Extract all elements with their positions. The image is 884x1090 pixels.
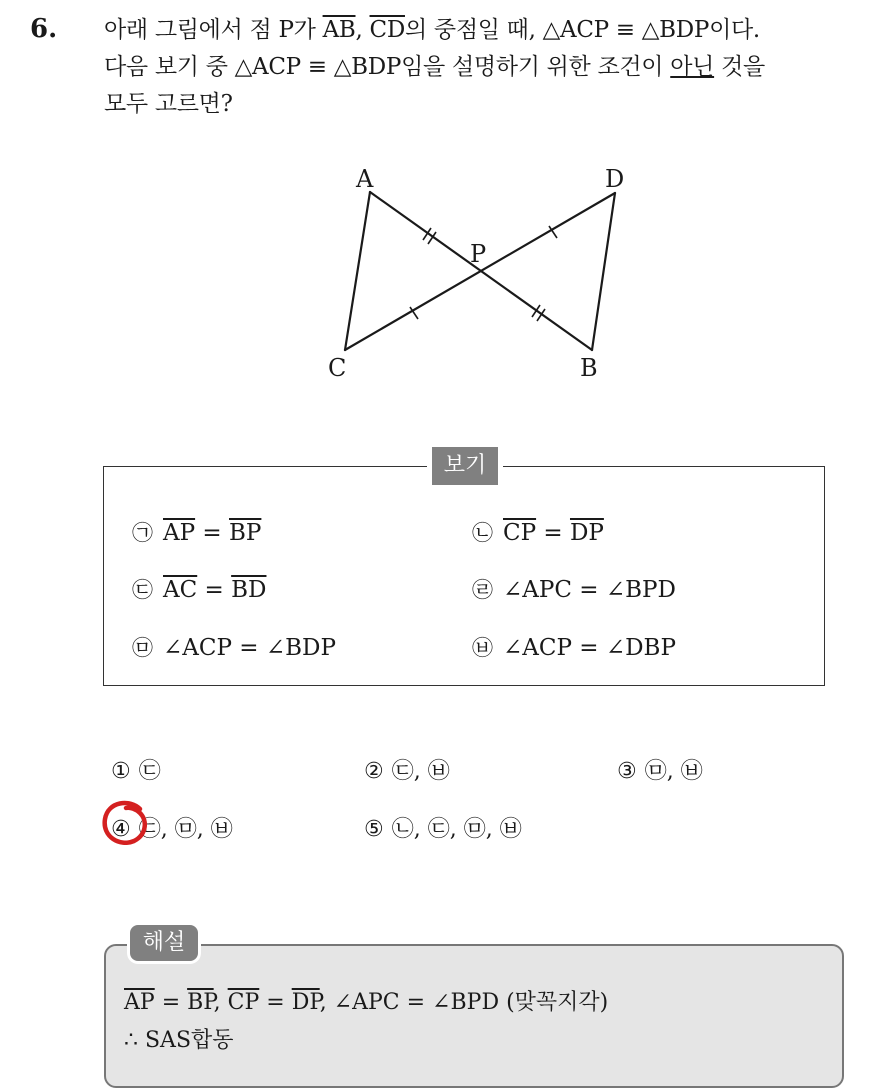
choice-number: ⑤: [364, 817, 384, 842]
choice-2[interactable]: [364, 754, 450, 785]
triangle-diagram: [300, 150, 660, 390]
question-line-3: 모두 고르면?: [104, 91, 233, 117]
choice-number: ②: [364, 759, 384, 784]
bogi-marker: ㉢: [132, 578, 153, 602]
segment-cd: $\overline{CD}$: [369, 17, 405, 43]
question-line-2: [104, 49, 874, 86]
bogi-condition: ∠APC = ∠BPD: [503, 577, 676, 603]
choice-3[interactable]: [617, 754, 703, 785]
point-label-a: A: [356, 165, 374, 193]
choice-text: ㉤, ㉥: [644, 759, 703, 784]
choice-5[interactable]: [364, 812, 522, 843]
separator: ,: [213, 990, 228, 1015]
bogi-marker: ㉠: [132, 521, 153, 545]
segment-bd-line: [592, 193, 615, 350]
segment-ab: $\overline{AB}$: [322, 17, 356, 43]
equals-sign: =: [259, 990, 292, 1015]
choice-number: ①: [111, 759, 131, 784]
segment-dp: $\overline{DP}$: [569, 520, 604, 546]
equals-sign: =: [195, 520, 229, 546]
segment-dp: $\overline{DP}$: [291, 990, 320, 1015]
point-label-c: C: [328, 354, 347, 382]
bogi-marker: ㉤: [132, 636, 153, 660]
explanation-line-2: ∴ SAS합동: [124, 1028, 234, 1053]
segment-ac-line: [345, 192, 370, 350]
answer-mark-circle-icon: [100, 797, 152, 849]
bogi-item-giyeok: [132, 517, 261, 547]
bogi-title: 보기: [432, 447, 498, 485]
question-line-1-text-b: ,: [355, 17, 370, 43]
question-line-1-text-c: 의 중점일 때, △ACP ≡ △BDP이다.: [404, 17, 760, 43]
segment-ac: $\overline{AC}$: [163, 577, 198, 603]
bogi-marker: ㉥: [472, 636, 493, 660]
bogi-condition: ∠ACP = ∠DBP: [503, 635, 676, 661]
question-line-2-text-b: 것을: [714, 54, 765, 80]
segment-ap: $\overline{AP}$: [124, 990, 155, 1015]
bogi-item-rieul: [472, 574, 676, 604]
question-number: 6.: [30, 14, 58, 44]
segment-cd-line: [345, 193, 615, 350]
question-line-2-text-a: 다음 보기 중 △ACP ≡ △BDP임을 설명하기 위한 조건이: [104, 54, 671, 80]
bogi-item-digeut: [132, 574, 266, 604]
segment-ap: $\overline{AP}$: [163, 520, 196, 546]
segment-bp: $\overline{BP}$: [187, 990, 214, 1015]
choice-text: ㉡, ㉢, ㉤, ㉥: [391, 817, 522, 842]
explanation-line-1: [124, 985, 608, 1016]
equals-sign: =: [536, 520, 570, 546]
point-label-d: D: [605, 165, 625, 193]
bogi-marker: ㉡: [472, 521, 493, 545]
segment-cp: $\overline{CP}$: [227, 990, 260, 1015]
bogi-condition: ∠ACP = ∠BDP: [163, 635, 336, 661]
bogi-marker: ㉣: [472, 578, 493, 602]
question-line-1-text-a: 아래 그림에서 점 P가: [104, 17, 323, 43]
point-label-b: B: [580, 354, 598, 382]
segment-bp: $\overline{BP}$: [229, 520, 262, 546]
choice-number: ③: [617, 759, 637, 784]
choice-text: ㉢, ㉥: [391, 759, 450, 784]
equals-sign: =: [197, 577, 232, 603]
choice-text: ㉢: [138, 759, 161, 784]
explanation-box: [104, 944, 844, 1088]
explanation-title: 해설: [130, 925, 198, 961]
bogi-item-nieun: [472, 517, 604, 547]
question-text: [104, 12, 874, 123]
equals-sign: =: [154, 990, 188, 1015]
choice-number: ④: [111, 817, 131, 842]
bogi-item-bieup: [472, 632, 676, 662]
segment-cp: $\overline{CP}$: [503, 520, 537, 546]
choice-1[interactable]: [111, 754, 161, 785]
vertical-angle-text: , ∠APC = ∠BPD (맞꼭지각): [319, 990, 609, 1015]
point-label-p: P: [470, 240, 487, 268]
underlined-not: 아닌: [670, 54, 715, 80]
geometry-figure: [300, 150, 660, 390]
bogi-item-mieum: [132, 632, 336, 662]
segment-bd: $\overline{BD}$: [231, 577, 267, 603]
question-line-1: [104, 12, 874, 49]
choice-text: ㉢, ㉤, ㉥: [138, 817, 233, 842]
